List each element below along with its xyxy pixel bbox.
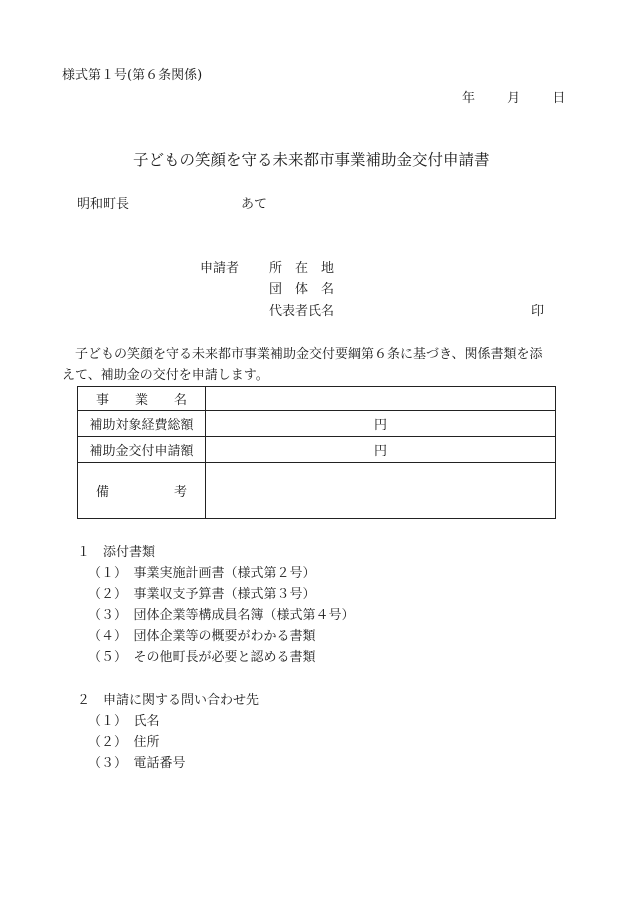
row-label: 備 考: [78, 463, 206, 519]
body-text-line1: 子どもの笑顔を守る未来都市事業補助金交付要綱第６条に基づき、関係書類を添: [75, 347, 543, 362]
table-row: [78, 437, 556, 463]
table-row: [78, 463, 556, 519]
seal-mark: 印: [531, 304, 545, 319]
applicant-label: 申請者: [200, 261, 240, 276]
date-line: [462, 92, 565, 105]
row-label: 補助金交付申請額: [78, 437, 206, 463]
row-value: 円: [206, 411, 556, 437]
section1-item: （５） その他町長が必要と認める書類: [88, 650, 316, 665]
date-year: 年: [462, 91, 476, 106]
row-value: [206, 463, 556, 519]
section1-item: （３） 団体企業等構成員名簿（様式第４号）: [88, 608, 355, 623]
section1-item: （４） 団体企業等の概要がわかる書類: [88, 629, 316, 644]
addressee-suffix: あて: [241, 197, 268, 212]
representative-label: 代表者氏名: [269, 304, 335, 319]
row-value: 円: [206, 437, 556, 463]
form-number: 様式第１号(第６条関係): [62, 68, 203, 83]
group-name-label: 団 体 名: [269, 282, 335, 297]
addressee-name: 明和町長: [77, 197, 130, 212]
section2-item: （３） 電話番号: [88, 756, 186, 771]
row-value: [206, 387, 556, 411]
date-month: 月: [507, 91, 521, 106]
application-table: [77, 386, 556, 519]
section2-heading: ２ 申請に関する問い合わせ先: [77, 693, 260, 708]
row-label: 補助対象経費総額: [78, 411, 206, 437]
address-label: 所 在 地: [269, 261, 335, 276]
section2-item: （１） 氏名: [88, 714, 160, 729]
section1-heading: １ 添付書類: [77, 545, 156, 560]
date-day: 日: [552, 91, 566, 106]
body-text-line2: えて、補助金の交付を申請します。: [62, 368, 269, 383]
section1-item: （２） 事業収支予算書（様式第３号）: [88, 587, 316, 602]
row-label: 事 業 名: [78, 387, 206, 411]
section1-item: （１） 事業実施計画書（様式第２号）: [88, 566, 316, 581]
section2-item: （２） 住所: [88, 735, 160, 750]
document-title: 子どもの笑顔を守る未来都市事業補助金交付申請書: [133, 151, 490, 169]
table-row: [78, 387, 556, 411]
table-row: [78, 411, 556, 437]
